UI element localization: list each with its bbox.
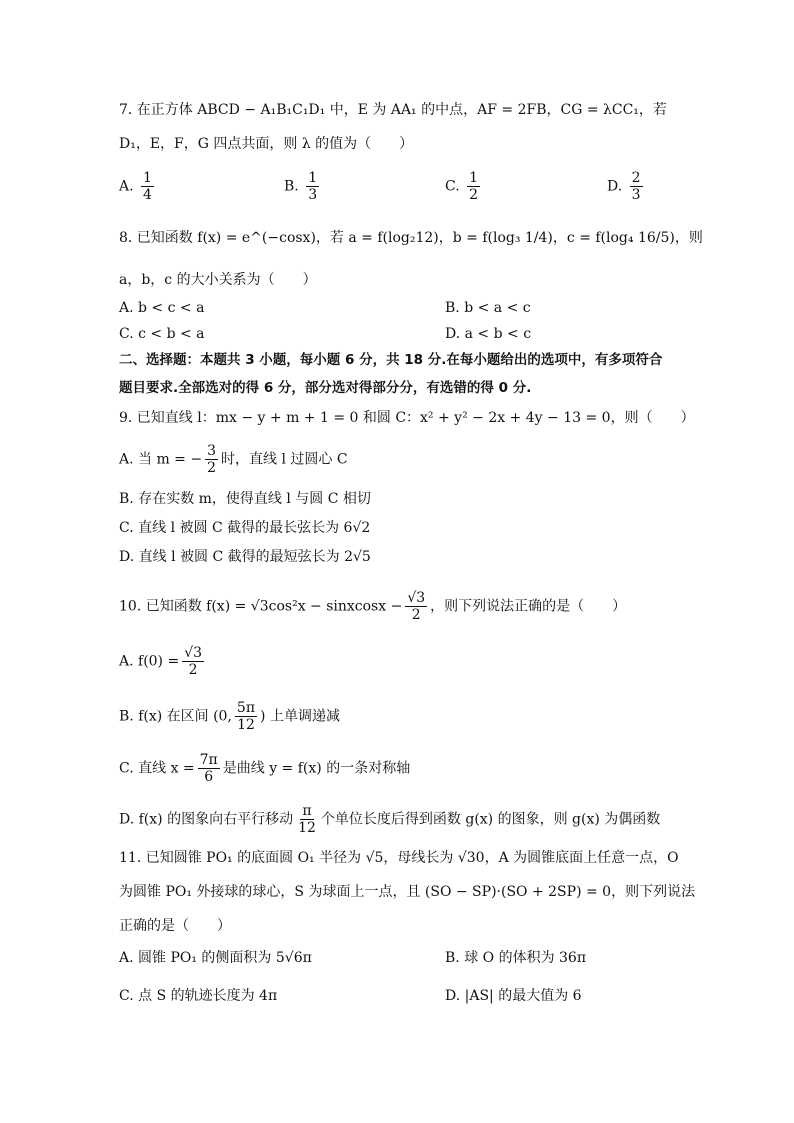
q7-stem-line1: 7. 在正方体 ABCD − A₁B₁C₁D₁ 中，E 为 AA₁ 的中点，AF = 2FB，CG = λCC₁，若 <box>119 102 667 118</box>
q11-option-c[interactable]: C. 点 S 的轨迹长度为 4π <box>119 988 278 1004</box>
q7-option-c-fraction: $\frac{1}{2}$ <box>469 170 479 203</box>
q7-option-d[interactable]: D. $\frac{2}{3}$ <box>607 170 641 203</box>
q9-option-d[interactable]: D. 直线 l 被圆 C 截得的最短弦长为 2√5 <box>119 549 371 565</box>
section2-heading-line1: 二、选择题：本题共 3 小题，每小题 6 分，共 18 分.在每小题给出的选项中，有多项符合 <box>119 352 663 368</box>
q10-stem-fraction: $\frac{√3}{2}$ <box>407 590 426 623</box>
q10-option-a[interactable]: A. f(0) = $\frac{√3}{2}$ <box>119 645 203 678</box>
q8-option-d[interactable]: D. a < b < c <box>445 326 532 342</box>
q8-stem-line1: 8. 已知函数 f(x) = e^(−cosx)，若 a = f(log₂12)，b = f(log₃ 1/4)，c = f(log₄ 16/5)，则 <box>119 230 703 246</box>
q11-option-d[interactable]: D. |AS| 的最大值为 6 <box>445 988 582 1004</box>
q7-option-a[interactable]: A. $\frac{1}{4}$ <box>119 170 152 203</box>
q10-option-b-fraction: $\frac{5\pi}{12}$ <box>236 700 256 733</box>
q7-option-d-fraction: $\frac{2}{3}$ <box>631 170 641 203</box>
q10-option-a-fraction: $\frac{√3}{2}$ <box>184 645 203 678</box>
q9-stem: 9. 已知直线 l：mx − y + m + 1 = 0 和圆 C：x² + y² − 2x + 4y − 13 = 0，则（ ） <box>119 410 695 426</box>
q7-option-a-fraction: $\frac{1}{4}$ <box>143 170 152 203</box>
q9-option-a-fraction: $\frac{3}{2}$ <box>207 443 217 476</box>
q10-option-c[interactable]: C. 直线 x = $\frac{7\pi}{6}$ 是曲线 y = f(x) 的一条对称轴 <box>119 752 411 785</box>
q8-stem-line2: a，b，c 的大小关系为（ ） <box>119 272 317 288</box>
q11-stem-line3: 正确的是（ ） <box>119 918 231 934</box>
section2-heading-line2: 题目要求.全部选对的得 6 分，部分选对得部分分，有选错的得 0 分. <box>119 380 532 396</box>
q9-option-c[interactable]: C. 直线 l 被圆 C 截得的最长弦长为 6√2 <box>119 520 371 536</box>
q11-stem-line2: 为圆锥 PO₁ 外接球的球心，S 为球面上一点，且 (SO − SP)·(SO + 2SP) = 0，则下列说法 <box>119 884 696 900</box>
q7-stem-line2: D₁，E，F，G 四点共面，则 λ 的值为（ ） <box>119 136 414 152</box>
q10-option-b[interactable]: B. f(x) 在区间 (0, $\frac{5\pi}{12}$ ) 上单调递减 <box>119 700 340 733</box>
q9-option-b[interactable]: B. 存在实数 m，使得直线 l 与圆 C 相切 <box>119 491 371 507</box>
q10-option-d[interactable]: D. f(x) 的图象向右平行移动 $\frac{\pi}{12}$ 个单位长度后得到函数 g(x) 的图象，则 g(x) 为偶函数 <box>119 803 661 836</box>
q7-option-c[interactable]: C. $\frac{1}{2}$ <box>445 170 479 203</box>
q8-option-b[interactable]: B. b < a < c <box>445 300 531 316</box>
q7-option-b[interactable]: B. $\frac{1}{3}$ <box>284 170 318 203</box>
q10-stem: 10. 已知函数 f(x) = √3cos²x − sinxcosx − $\frac{√3}{2}$ ，则下列说法正确的是（ ） <box>119 590 627 623</box>
q8-option-c[interactable]: C. c < b < a <box>119 326 205 342</box>
q11-option-b[interactable]: B. 球 O 的体积为 36π <box>445 950 587 966</box>
q8-option-a[interactable]: A. b < c < a <box>119 300 205 316</box>
q11-stem-line1: 11. 已知圆锥 PO₁ 的底面圆 O₁ 半径为 √5，母线长为 √30，A 为圆锥底面上任意一点，O <box>119 850 679 866</box>
q11-option-a[interactable]: A. 圆锥 PO₁ 的侧面积为 5√6π <box>119 950 312 966</box>
q10-option-c-fraction: $\frac{7\pi}{6}$ <box>199 752 218 785</box>
q10-option-d-fraction: $\frac{\pi}{12}$ <box>298 803 316 836</box>
q7-option-b-fraction: $\frac{1}{3}$ <box>308 170 318 203</box>
q9-option-a[interactable]: A. 当 m = − $\frac{3}{2}$ 时，直线 l 过圆心 C <box>119 443 348 476</box>
